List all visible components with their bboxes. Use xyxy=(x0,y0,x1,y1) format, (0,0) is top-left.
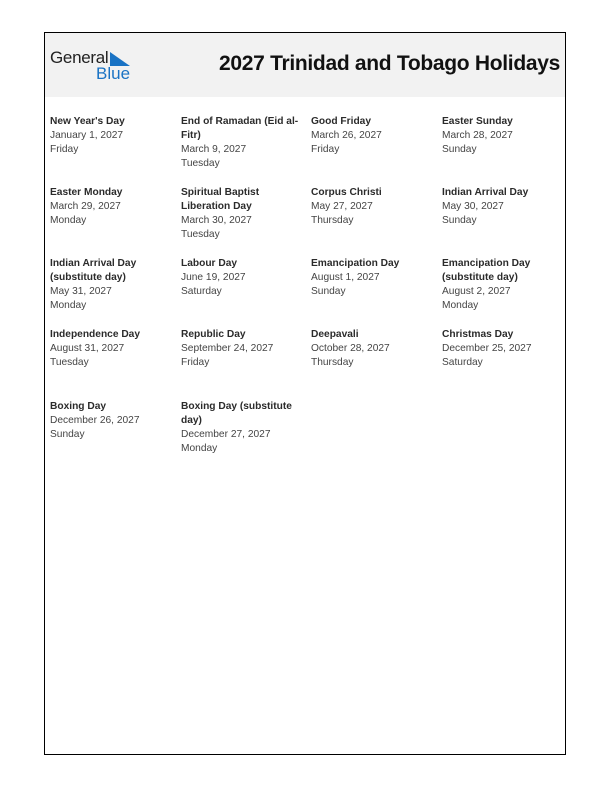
holiday-weekday: Tuesday xyxy=(181,229,220,241)
holiday-weekday: Saturday xyxy=(442,357,483,369)
header-band xyxy=(45,33,565,97)
holiday-name: Deepavali xyxy=(311,329,359,340)
holiday-weekday: Monday xyxy=(442,300,479,312)
holiday-item xyxy=(181,400,303,456)
holiday-weekday: Thursday xyxy=(311,357,354,369)
holiday-weekday: Tuesday xyxy=(181,158,220,170)
holiday-date: March 30, 2027 xyxy=(181,215,252,227)
holiday-weekday: Sunday xyxy=(50,429,85,441)
page-frame xyxy=(44,32,566,755)
holiday-item xyxy=(311,257,433,299)
holiday-name: Boxing Day (substitute day) xyxy=(181,401,292,427)
holiday-date: January 1, 2027 xyxy=(50,130,124,142)
holiday-name: Corpus Christi xyxy=(311,187,382,198)
holiday-item xyxy=(181,186,303,242)
holiday-date: March 28, 2027 xyxy=(442,130,513,142)
holiday-date: December 25, 2027 xyxy=(442,343,532,355)
holiday-weekday: Monday xyxy=(50,215,87,227)
holiday-weekday: Sunday xyxy=(442,144,477,156)
holiday-date: August 1, 2027 xyxy=(311,272,380,284)
holiday-date: March 26, 2027 xyxy=(311,130,382,142)
holiday-item xyxy=(311,115,433,157)
holiday-date: May 30, 2027 xyxy=(442,201,504,213)
holiday-date: December 27, 2027 xyxy=(181,429,271,441)
logo-general-text: General xyxy=(50,48,109,67)
holiday-weekday: Sunday xyxy=(442,215,477,227)
holiday-weekday: Friday xyxy=(50,144,79,156)
holiday-name: Easter Sunday xyxy=(442,116,513,127)
holiday-name: Good Friday xyxy=(311,116,371,127)
holiday-date: August 31, 2027 xyxy=(50,343,125,355)
generalblue-logo xyxy=(50,48,140,84)
holiday-weekday: Sunday xyxy=(311,286,346,298)
holiday-item xyxy=(181,115,303,171)
holiday-weekday: Tuesday xyxy=(50,357,89,369)
holiday-weekday: Monday xyxy=(181,443,218,455)
holiday-date: March 9, 2027 xyxy=(181,144,247,156)
holiday-name: Republic Day xyxy=(181,329,246,340)
holiday-date: June 19, 2027 xyxy=(181,272,246,284)
holiday-weekday: Thursday xyxy=(311,215,354,227)
holiday-name: New Year's Day xyxy=(50,116,125,127)
holiday-name: Christmas Day xyxy=(442,329,514,340)
holiday-name: Labour Day xyxy=(181,258,238,269)
holiday-weekday: Friday xyxy=(311,144,340,156)
holiday-name: Easter Monday xyxy=(50,187,123,198)
holiday-item xyxy=(50,400,172,442)
holiday-name: Indian Arrival Day (substitute day) xyxy=(50,258,137,284)
holiday-item xyxy=(442,257,564,313)
holiday-item xyxy=(442,115,564,157)
holiday-item xyxy=(442,328,564,370)
holiday-item xyxy=(442,186,564,228)
holiday-item xyxy=(181,257,303,299)
holiday-date: May 31, 2027 xyxy=(50,286,112,298)
holiday-name: Spiritual Baptist Liberation Day xyxy=(181,187,260,213)
holiday-item xyxy=(181,328,303,370)
holiday-name: Emancipation Day xyxy=(311,258,400,269)
holiday-name: Independence Day xyxy=(50,329,141,340)
holiday-date: August 2, 2027 xyxy=(442,286,511,298)
holiday-name: Emancipation Day (substitute day) xyxy=(442,258,531,284)
holiday-date: March 29, 2027 xyxy=(50,201,121,213)
holiday-date: May 27, 2027 xyxy=(311,201,373,213)
holiday-weekday: Saturday xyxy=(181,286,222,298)
holiday-item xyxy=(311,186,433,228)
holiday-date: December 26, 2027 xyxy=(50,415,140,427)
page-title: 2027 Trinidad and Tobago Holidays xyxy=(219,52,560,75)
holiday-name: Indian Arrival Day xyxy=(442,187,529,198)
holiday-date: October 28, 2027 xyxy=(311,343,390,355)
holiday-weekday: Friday xyxy=(181,357,210,369)
holiday-item xyxy=(50,257,172,313)
holiday-name: Boxing Day xyxy=(50,401,107,412)
logo-blue-text: Blue xyxy=(96,64,131,83)
holiday-item xyxy=(50,115,172,157)
holiday-item xyxy=(311,328,433,370)
holiday-item xyxy=(50,328,172,370)
holiday-date: September 24, 2027 xyxy=(181,343,274,355)
holiday-weekday: Monday xyxy=(50,300,87,312)
holiday-item xyxy=(50,186,172,228)
holiday-name: End of Ramadan (Eid al-Fitr) xyxy=(181,116,299,142)
